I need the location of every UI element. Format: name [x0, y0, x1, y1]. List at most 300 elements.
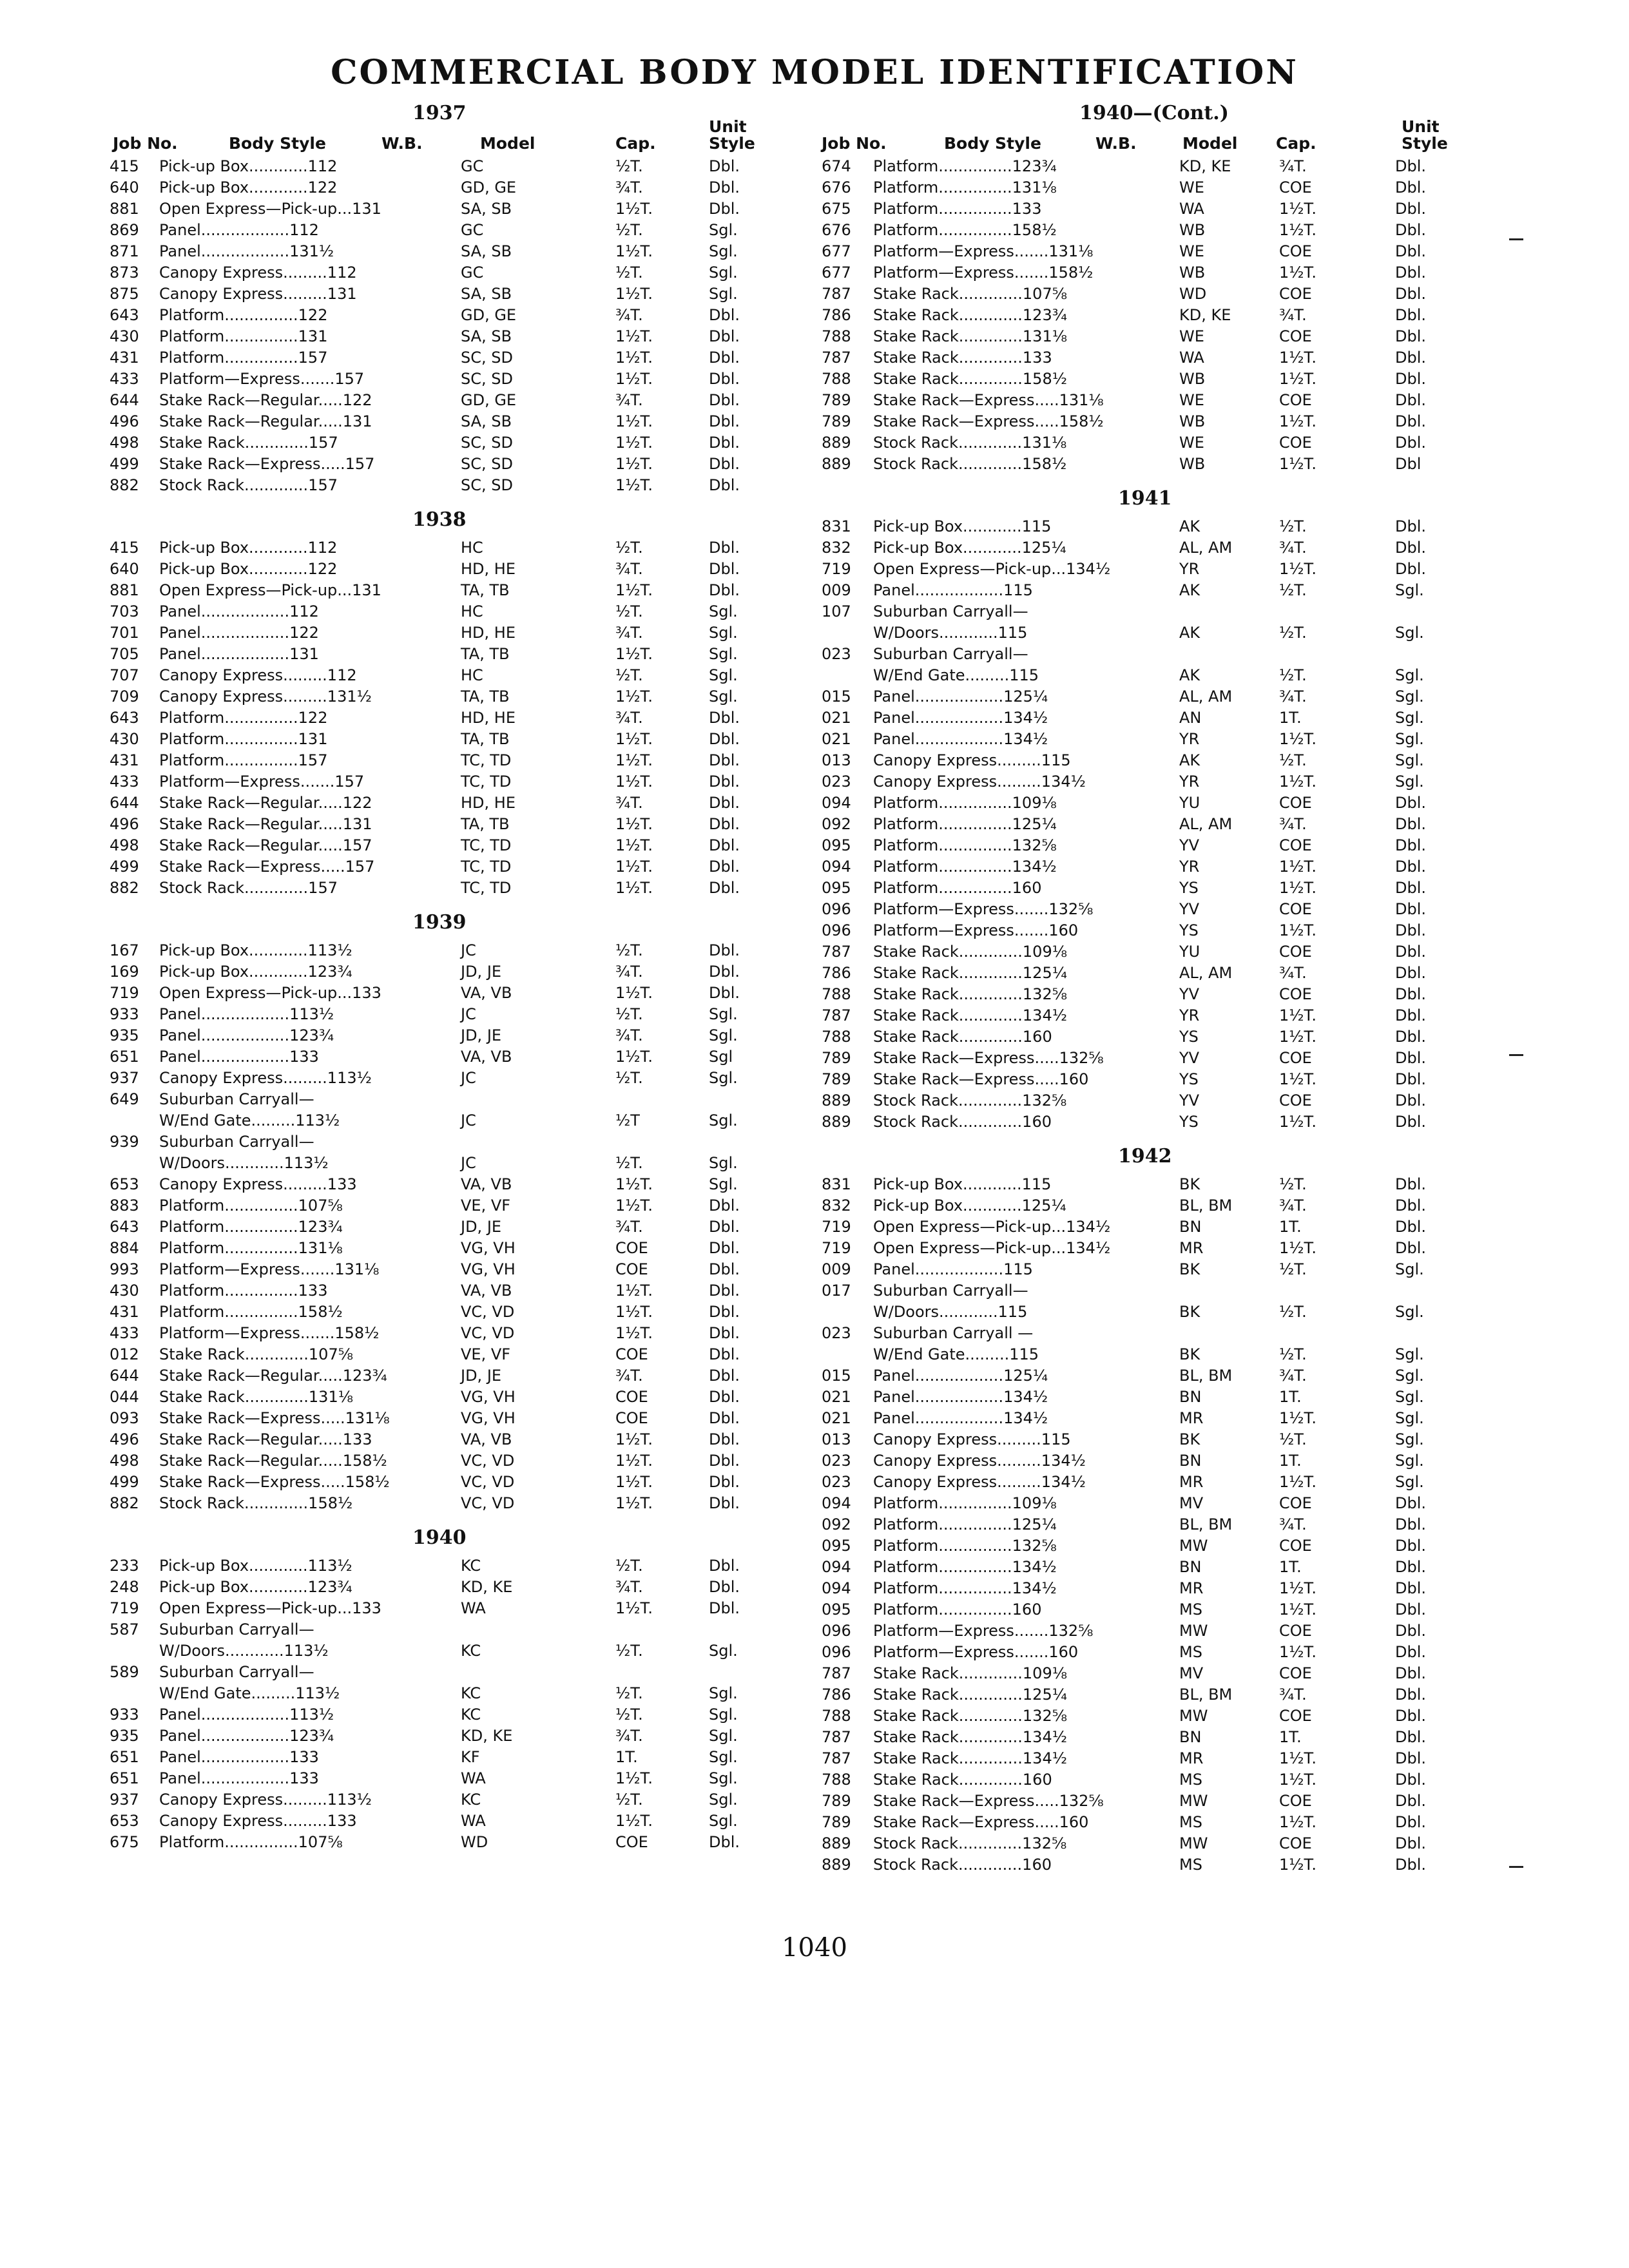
unit-style: Sgl.: [709, 1175, 738, 1193]
model: HC: [461, 602, 483, 620]
body-style: Stake Rack—Express.....158½: [873, 412, 1104, 430]
table-row: [809, 454, 1518, 475]
table-row: [809, 1514, 1518, 1535]
unit-style: Sgl.: [1395, 1452, 1424, 1470]
job-no: 709: [110, 687, 139, 706]
unit-style: Dbl.: [709, 1345, 740, 1363]
table-row: [97, 262, 805, 284]
body-style: Panel..................112: [159, 602, 319, 620]
table-row: [809, 1090, 1518, 1111]
capacity: 1½T.: [615, 434, 653, 452]
model: WE: [1179, 327, 1204, 345]
table-row: [809, 1557, 1518, 1578]
capacity: COE: [615, 1409, 648, 1427]
body-style: Stake Rack—Regular.....158½: [159, 1452, 387, 1470]
model: SA, SB: [461, 200, 512, 218]
header-cap: Cap.: [1276, 134, 1316, 153]
job-no: 095: [822, 879, 851, 897]
job-no: 096: [822, 921, 851, 939]
unit-style: Dbl.: [709, 412, 740, 430]
capacity: 1½T.: [1279, 879, 1316, 897]
job-no: 415: [110, 157, 139, 175]
job-no: 021: [822, 1388, 851, 1406]
unit-style: Dbl.: [1395, 1515, 1427, 1533]
capacity: ½T.: [1279, 1175, 1307, 1193]
unit-style: Dbl.: [709, 200, 740, 218]
capacity: COE: [1279, 1091, 1312, 1110]
table-row: [97, 878, 805, 899]
unit-style: Dbl.: [1395, 1707, 1427, 1725]
capacity: 1½T.: [615, 751, 653, 769]
body-style: Suburban Carryall—: [873, 602, 1028, 620]
body-style: Platform...............131⅛: [159, 1239, 343, 1257]
model: BL, BM: [1179, 1515, 1233, 1533]
table-row: [809, 1026, 1518, 1048]
body-style: Stake Rack—Regular.....122: [159, 391, 372, 409]
body-style: Stake Rack.............158½: [873, 370, 1067, 388]
job-no: 937: [110, 1069, 139, 1087]
capacity: COE: [615, 1388, 648, 1406]
table-row: [97, 1408, 805, 1429]
capacity: COE: [1279, 285, 1312, 303]
unit-style: Dbl.: [709, 709, 740, 727]
model: WB: [1179, 455, 1206, 473]
table-row: [809, 241, 1518, 262]
table-row: [809, 559, 1518, 580]
capacity: ½T.: [615, 1005, 643, 1023]
capacity: COE: [1279, 794, 1312, 812]
capacity: 1½T.: [1279, 773, 1316, 791]
unit-style: Dbl.: [1395, 1558, 1427, 1576]
model: VA, VB: [461, 1430, 512, 1448]
unit-style: Dbl.: [1395, 900, 1427, 918]
capacity: 1½T.: [615, 815, 653, 833]
capacity: 1½T.: [615, 645, 653, 663]
unit-style: Dbl.: [709, 581, 740, 599]
table-row: [809, 1642, 1518, 1663]
body-style: Platform...............122: [159, 306, 328, 324]
model: HC: [461, 539, 483, 557]
job-no: 832: [822, 1196, 851, 1215]
job-no: 789: [822, 412, 851, 430]
job-no: 703: [110, 602, 139, 620]
model: MR: [1179, 1579, 1204, 1597]
job-no: 498: [110, 434, 139, 452]
model: WD: [461, 1833, 488, 1851]
model: KD, KE: [461, 1727, 513, 1745]
unit-style: Dbl.: [709, 434, 740, 452]
table-row: [97, 475, 805, 496]
body-style: Platform...............123¾: [873, 157, 1057, 175]
capacity: ½T.: [615, 1557, 643, 1575]
body-style: Stock Rack.............132⅝: [873, 1834, 1067, 1852]
table-row: [809, 899, 1518, 920]
unit-style: Dbl.: [1395, 1239, 1427, 1257]
capacity: 1½T.: [615, 581, 653, 599]
job-no: 674: [822, 157, 851, 175]
model: YV: [1179, 900, 1200, 918]
unit-style: Dbl.: [1395, 1749, 1427, 1767]
right-column-header: [809, 97, 1518, 156]
body-style: Platform...............134½: [873, 858, 1057, 876]
table-row: [809, 750, 1518, 771]
table-row: [97, 1619, 805, 1640]
model: SC, SD: [461, 455, 513, 473]
model: WE: [1179, 391, 1204, 409]
right-column: [809, 97, 1518, 1876]
unit-style: Dbl.: [1395, 1771, 1427, 1789]
body-style: Canopy Express.........131½: [159, 687, 372, 706]
unit-style: Dbl.: [709, 1494, 740, 1512]
job-no: 096: [822, 900, 851, 918]
body-style: Canopy Express.........115: [873, 1430, 1071, 1448]
job-no: 430: [110, 1282, 139, 1300]
unit-style: Sgl.: [1395, 1303, 1424, 1321]
table-row: [809, 1599, 1518, 1620]
model: AK: [1179, 624, 1200, 642]
unit-style: Dbl.: [709, 391, 740, 409]
job-no: 653: [110, 1812, 139, 1830]
unit-style: Dbl.: [1395, 985, 1427, 1003]
job-no: 676: [822, 178, 851, 197]
model: MS: [1179, 1643, 1202, 1661]
capacity: ½T.: [1279, 1345, 1307, 1363]
job-no: 651: [110, 1748, 139, 1766]
model: VC, VD: [461, 1473, 515, 1491]
unit-style: Dbl.: [1395, 306, 1427, 324]
capacity: ¾T.: [1279, 687, 1307, 706]
job-no: 169: [110, 963, 139, 981]
model: YR: [1179, 858, 1200, 876]
job-no: 589: [110, 1663, 139, 1681]
job-no: 023: [822, 1324, 851, 1342]
unit-style: Dbl.: [1395, 1175, 1427, 1193]
model: WA: [1179, 349, 1204, 367]
table-row: [809, 1791, 1518, 1812]
job-no: 415: [110, 539, 139, 557]
table-row: [97, 1323, 805, 1344]
unit-style: Sgl.: [709, 264, 738, 282]
job-no: 869: [110, 221, 139, 239]
body-style: Stake Rack—Regular.....123¾: [159, 1367, 387, 1385]
job-no: 023: [822, 773, 851, 791]
model: YR: [1179, 560, 1200, 578]
table-row: [809, 1833, 1518, 1854]
margin-mark: [1509, 238, 1523, 240]
unit-style: Dbl.: [709, 1218, 740, 1236]
capacity: 1T.: [1279, 1388, 1302, 1406]
table-row: [97, 1429, 805, 1450]
unit-style: Dbl.: [1395, 1579, 1427, 1597]
job-no: 707: [110, 666, 139, 684]
job-no: 496: [110, 1430, 139, 1448]
table-row: [809, 262, 1518, 284]
body-style: W/End Gate.........115: [873, 1345, 1039, 1363]
capacity: 1½T.: [1279, 455, 1316, 473]
unit-style: Sgl.: [1395, 773, 1424, 791]
model: KD, KE: [461, 1578, 513, 1596]
job-no: 013: [822, 1430, 851, 1448]
table-row: [97, 1789, 805, 1811]
model: WE: [1179, 434, 1204, 452]
unit-style: Dbl.: [709, 1196, 740, 1215]
model: AL, AM: [1179, 539, 1233, 557]
table-row: [809, 1365, 1518, 1387]
job-no: 705: [110, 645, 139, 663]
capacity: 1½T.: [1279, 1600, 1316, 1619]
model: KC: [461, 1791, 481, 1809]
capacity: ¾T.: [615, 1367, 643, 1385]
body-style: Platform—Express.......158½: [159, 1324, 380, 1342]
model: BL, BM: [1179, 1367, 1233, 1385]
capacity: 1½T.: [1279, 560, 1316, 578]
unit-style: Dbl.: [1395, 1218, 1427, 1236]
body-style: Suburban Carryall—: [159, 1663, 314, 1681]
model: VG, VH: [461, 1409, 516, 1427]
table-row: [97, 1259, 805, 1280]
table-row: [809, 1578, 1518, 1599]
year-heading: [97, 1514, 805, 1555]
unit-style: Sgl.: [1395, 1409, 1424, 1427]
job-no: 881: [110, 200, 139, 218]
model: VG, VH: [461, 1260, 516, 1278]
body-style: Canopy Express.........134½: [873, 773, 1086, 791]
left-column-header: [97, 97, 805, 156]
capacity: ¾T.: [615, 709, 643, 727]
model: MV: [1179, 1664, 1204, 1682]
unit-style: Dbl.: [1395, 836, 1427, 854]
body-style: Stake Rack—Express.....160: [873, 1070, 1089, 1088]
capacity: ½T.: [1279, 1303, 1307, 1321]
table-row: [97, 1450, 805, 1472]
body-style: Panel..................134½: [873, 709, 1048, 727]
capacity: 1½T.: [615, 1494, 653, 1512]
body-style: Platform...............160: [873, 1600, 1042, 1619]
capacity: ¾T.: [615, 391, 643, 409]
capacity: 1½T.: [615, 1599, 653, 1617]
capacity: 1½T.: [615, 370, 653, 388]
unit-style: Sgl.: [709, 1005, 738, 1023]
model: SC, SD: [461, 349, 513, 367]
unit-style: Sgl.: [709, 1769, 738, 1787]
capacity: ¾T.: [615, 794, 643, 812]
capacity: ½T.: [615, 1684, 643, 1702]
model: KF: [461, 1748, 480, 1766]
job-no: 644: [110, 1367, 139, 1385]
unit-style: Dbl.: [1395, 221, 1427, 239]
job-no: 787: [822, 1664, 851, 1682]
unit-style: Dbl.: [1395, 517, 1427, 535]
unit-style: Sgl.: [709, 1069, 738, 1087]
job-no: 939: [110, 1133, 139, 1151]
job-no: 677: [822, 242, 851, 260]
model: BN: [1179, 1728, 1202, 1746]
model: HD, HE: [461, 624, 516, 642]
job-no: 889: [822, 1091, 851, 1110]
body-style: Pick-up Box............123¾: [159, 963, 352, 981]
model: TC, TD: [461, 858, 512, 876]
unit-style: Dbl.: [1395, 434, 1427, 452]
unit-style: Dbl: [1395, 455, 1422, 473]
table-row: [809, 177, 1518, 198]
body-style: Stake Rack.............107⅝: [873, 285, 1067, 303]
unit-style: Sgl.: [1395, 1367, 1424, 1385]
unit-style: Sgl.: [709, 1642, 738, 1660]
unit-style: Dbl.: [1395, 794, 1427, 812]
job-no: 789: [822, 391, 851, 409]
job-no: 789: [822, 1813, 851, 1831]
body-style: Suburban Carryall—: [873, 1282, 1028, 1300]
job-no: 092: [822, 1515, 851, 1533]
table-row: [97, 559, 805, 580]
capacity: 1½T.: [615, 687, 653, 706]
unit-style: Dbl.: [709, 1833, 740, 1851]
capacity: 1½T.: [1279, 264, 1316, 282]
body-style: Open Express—Pick-up...134½: [873, 1218, 1111, 1236]
body-style: Stake Rack.............133: [873, 349, 1052, 367]
unit-style: Dbl.: [1395, 370, 1427, 388]
table-row: [809, 220, 1518, 241]
table-row: [97, 347, 805, 369]
capacity: ¾T.: [615, 178, 643, 197]
job-no: 095: [822, 1600, 851, 1619]
capacity: ¾T.: [615, 624, 643, 642]
table-row: [809, 729, 1518, 750]
table-row: [97, 686, 805, 707]
capacity: 1½T.: [1279, 1813, 1316, 1831]
table-row: [809, 390, 1518, 411]
capacity: ½T.: [615, 941, 643, 959]
body-style: Open Express—Pick-up...131: [159, 581, 381, 599]
model: KC: [461, 1706, 481, 1724]
table-row: [809, 665, 1518, 686]
model: HC: [461, 666, 483, 684]
table-row: [809, 580, 1518, 601]
table-row: [809, 1450, 1518, 1472]
capacity: 1½T.: [615, 1196, 653, 1215]
body-style: Platform—Express.......131⅛: [873, 242, 1094, 260]
table-row: [809, 1748, 1518, 1769]
table-row: [809, 411, 1518, 432]
unit-style: Dbl.: [709, 1430, 740, 1448]
body-style: Stake Rack—Express.....132⅝: [873, 1049, 1104, 1067]
body-style: Platform...............131⅛: [873, 178, 1057, 197]
table-row: [97, 305, 805, 326]
unit-style: Dbl.: [1395, 921, 1427, 939]
job-no: 009: [822, 1260, 851, 1278]
model: WE: [1179, 242, 1204, 260]
table-row: [97, 177, 805, 198]
job-no: 021: [822, 730, 851, 748]
body-style: Stock Rack.............158½: [159, 1494, 353, 1512]
unit-style: Dbl.: [709, 879, 740, 897]
table-row: [97, 1280, 805, 1302]
job-no: 640: [110, 178, 139, 197]
job-no: 096: [822, 1622, 851, 1640]
model: BL, BM: [1179, 1686, 1233, 1704]
body-style: W/End Gate.........115: [873, 666, 1039, 684]
year-heading: [809, 1133, 1518, 1174]
job-no: 093: [110, 1409, 139, 1427]
job-no: 933: [110, 1005, 139, 1023]
table-row: [97, 1704, 805, 1725]
model: YS: [1179, 879, 1199, 897]
capacity: COE: [1279, 1622, 1312, 1640]
body-style: Platform—Express.......132⅝: [873, 1622, 1094, 1640]
body-style: Stake Rack.............160: [873, 1771, 1052, 1789]
table-row: [809, 1493, 1518, 1514]
unit-style: Dbl.: [709, 836, 740, 854]
unit-style: Dbl.: [1395, 1196, 1427, 1215]
unit-style: Dbl.: [1395, 539, 1427, 557]
unit-style: Sgl.: [709, 687, 738, 706]
job-no: 015: [822, 1367, 851, 1385]
table-row: [97, 1811, 805, 1832]
body-style: Platform...............122: [159, 709, 328, 727]
model: VE, VF: [461, 1196, 511, 1215]
body-style: Suburban Carryall—: [159, 1133, 314, 1151]
capacity: 1½T.: [615, 1769, 653, 1787]
table-row: [97, 284, 805, 305]
header-style: Style: [1402, 134, 1448, 153]
table-row: [97, 1555, 805, 1577]
job-no: 787: [822, 1728, 851, 1746]
body-style: Open Express—Pick-up...133: [159, 984, 381, 1002]
unit-style: Dbl.: [1395, 349, 1427, 367]
body-style: Stock Rack.............132⅝: [873, 1091, 1067, 1110]
job-no: 701: [110, 624, 139, 642]
job-no: 094: [822, 1579, 851, 1597]
capacity: ½T.: [1279, 1430, 1307, 1448]
table-row: [97, 1598, 805, 1619]
job-no: 789: [822, 1792, 851, 1810]
capacity: 1½T.: [1279, 1579, 1316, 1597]
capacity: ¾T.: [1279, 1196, 1307, 1215]
capacity: 1½T.: [615, 1430, 653, 1448]
job-no: 935: [110, 1026, 139, 1044]
body-style: Canopy Express.........112: [159, 264, 357, 282]
model: KC: [461, 1642, 481, 1660]
unit-style: Sgl.: [709, 645, 738, 663]
body-style: Panel..................131½: [159, 242, 334, 260]
capacity: ¾T.: [1279, 306, 1307, 324]
model: YU: [1179, 794, 1200, 812]
job-no: 889: [822, 1113, 851, 1131]
unit-style: Dbl.: [709, 773, 740, 791]
job-no: 023: [822, 645, 851, 663]
capacity: 1½T.: [615, 285, 653, 303]
body-style: Stake Rack.............109⅛: [873, 943, 1067, 961]
model: TC, TD: [461, 773, 512, 791]
capacity: COE: [1279, 1049, 1312, 1067]
model: VG, VH: [461, 1239, 516, 1257]
body-style: Platform—Express.......160: [873, 921, 1079, 939]
table-row: [97, 856, 805, 878]
capacity: ¾T.: [615, 1578, 643, 1596]
capacity: ¾T.: [615, 1727, 643, 1745]
capacity: 1½T.: [615, 836, 653, 854]
body-style: W/Doors............113½: [159, 1154, 329, 1172]
unit-style: Sgl.: [709, 602, 738, 620]
header-model: Model: [480, 134, 535, 153]
body-style: Panel..................131: [159, 645, 319, 663]
capacity: 1½T.: [1279, 1856, 1316, 1874]
body-style: Stake Rack—Regular.....157: [159, 836, 372, 854]
header-model: Model: [1182, 134, 1238, 153]
job-no: 044: [110, 1388, 139, 1406]
header-body-style: Body Style: [229, 134, 326, 153]
body-style: Stake Rack.............157: [159, 434, 338, 452]
